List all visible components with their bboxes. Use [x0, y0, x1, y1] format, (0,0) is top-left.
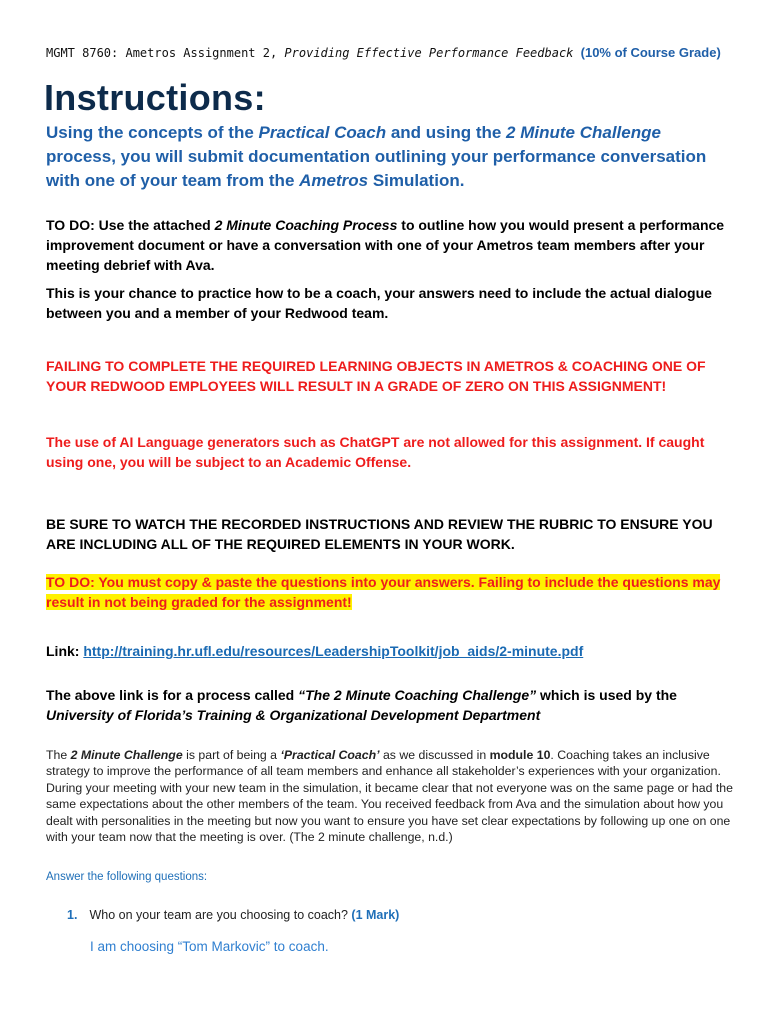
page-title: Instructions: — [44, 77, 266, 118]
failing-warning: FAILING TO COMPLETE THE REQUIRED LEARNING OBJECTS IN AMETROS & COACHING ONE OF YOUR REDWOOD EMPLOYEES WILL RESULT IN A GRADE OF ZERO ON THIS ASSIGNMENT! — [46, 358, 706, 394]
header-grade-weight: (10% of Course Grade) — [580, 45, 721, 60]
header-assignment-title: Providing Effective Performance Feedback — [284, 46, 574, 60]
rubric-notice: BE SURE TO WATCH THE RECORDED INSTRUCTIONS AND REVIEW THE RUBRIC TO ENSURE YOU ARE INCLUDING ALL OF THE REQUIRED ELEMENTS IN YOUR WORK. — [46, 516, 713, 552]
question-text: Who on your team are you choosing to coach? — [89, 908, 352, 922]
resource-link-row: Link: http://training.hr.ufl.edu/resources/LeadershipToolkit/job_aids/2-minute.pdf — [46, 643, 584, 659]
question-marks: (1 Mark) — [351, 908, 400, 922]
link-description: The above link is for a process called “The 2 Minute Coaching Challenge” which is used by the University of Florida’s Training & Organizational Development Department — [46, 687, 677, 723]
header-course: MGMT 8760: Ametros Assignment 2, — [46, 46, 285, 60]
question-number: 1. — [67, 908, 78, 922]
answer-1: I am choosing “Tom Markovic” to coach. — [90, 939, 329, 954]
ai-warning: The use of AI Language generators such as ChatGPT are not allowed for this assignment. If caught using one, you will be subject to an Academic Offense. — [46, 434, 705, 470]
document-header — [46, 45, 721, 60]
practice-note: This is your chance to practice how to be a coach, your answers need to include the actual dialogue between you and a member of your Redwood team. — [46, 285, 712, 321]
question-1 — [67, 908, 399, 922]
subtitle: Using the concepts of the Practical Coach and using the 2 Minute Challenge process, you will submit documentation outlining your performance conversation with one of your team from the Ametros Simulation. — [46, 123, 707, 190]
answer-prompt: Answer the following questions: — [46, 871, 208, 883]
todo-instructions: TO DO: Use the attached 2 Minute Coaching Process to outline how you would present a performance improvement document or have a conversation with one of your Ametros team members after your meeting debrief with Ava. — [46, 217, 725, 273]
copy-questions-warning: TO DO: You must copy & paste the questions into your answers. Failing to include the questions may result in not being graded for the assignment! — [46, 574, 721, 610]
context-paragraph: The 2 Minute Challenge is part of being a ‘Practical Coach’ as we discussed in module 10. Coaching takes an inclusive strategy to improve the performance of all team members and enhance all stakeholder’s experiences with your organization. During your meeting with your new team in the simulation, it became clear that not everyone was on the same page or had the same expectations about the other members of the team. You received feedback from Ava and the simulation about how you dealt with personalities in the meeting but now you want to ensure you have set clear expectations by following up one on one with your team now that the meeting is over. (The 2 minute challenge, n.d.) — [46, 748, 733, 845]
resource-link[interactable]: http://training.hr.ufl.edu/resources/LeadershipToolkit/job_aids/2-minute.pdf — [83, 643, 584, 659]
